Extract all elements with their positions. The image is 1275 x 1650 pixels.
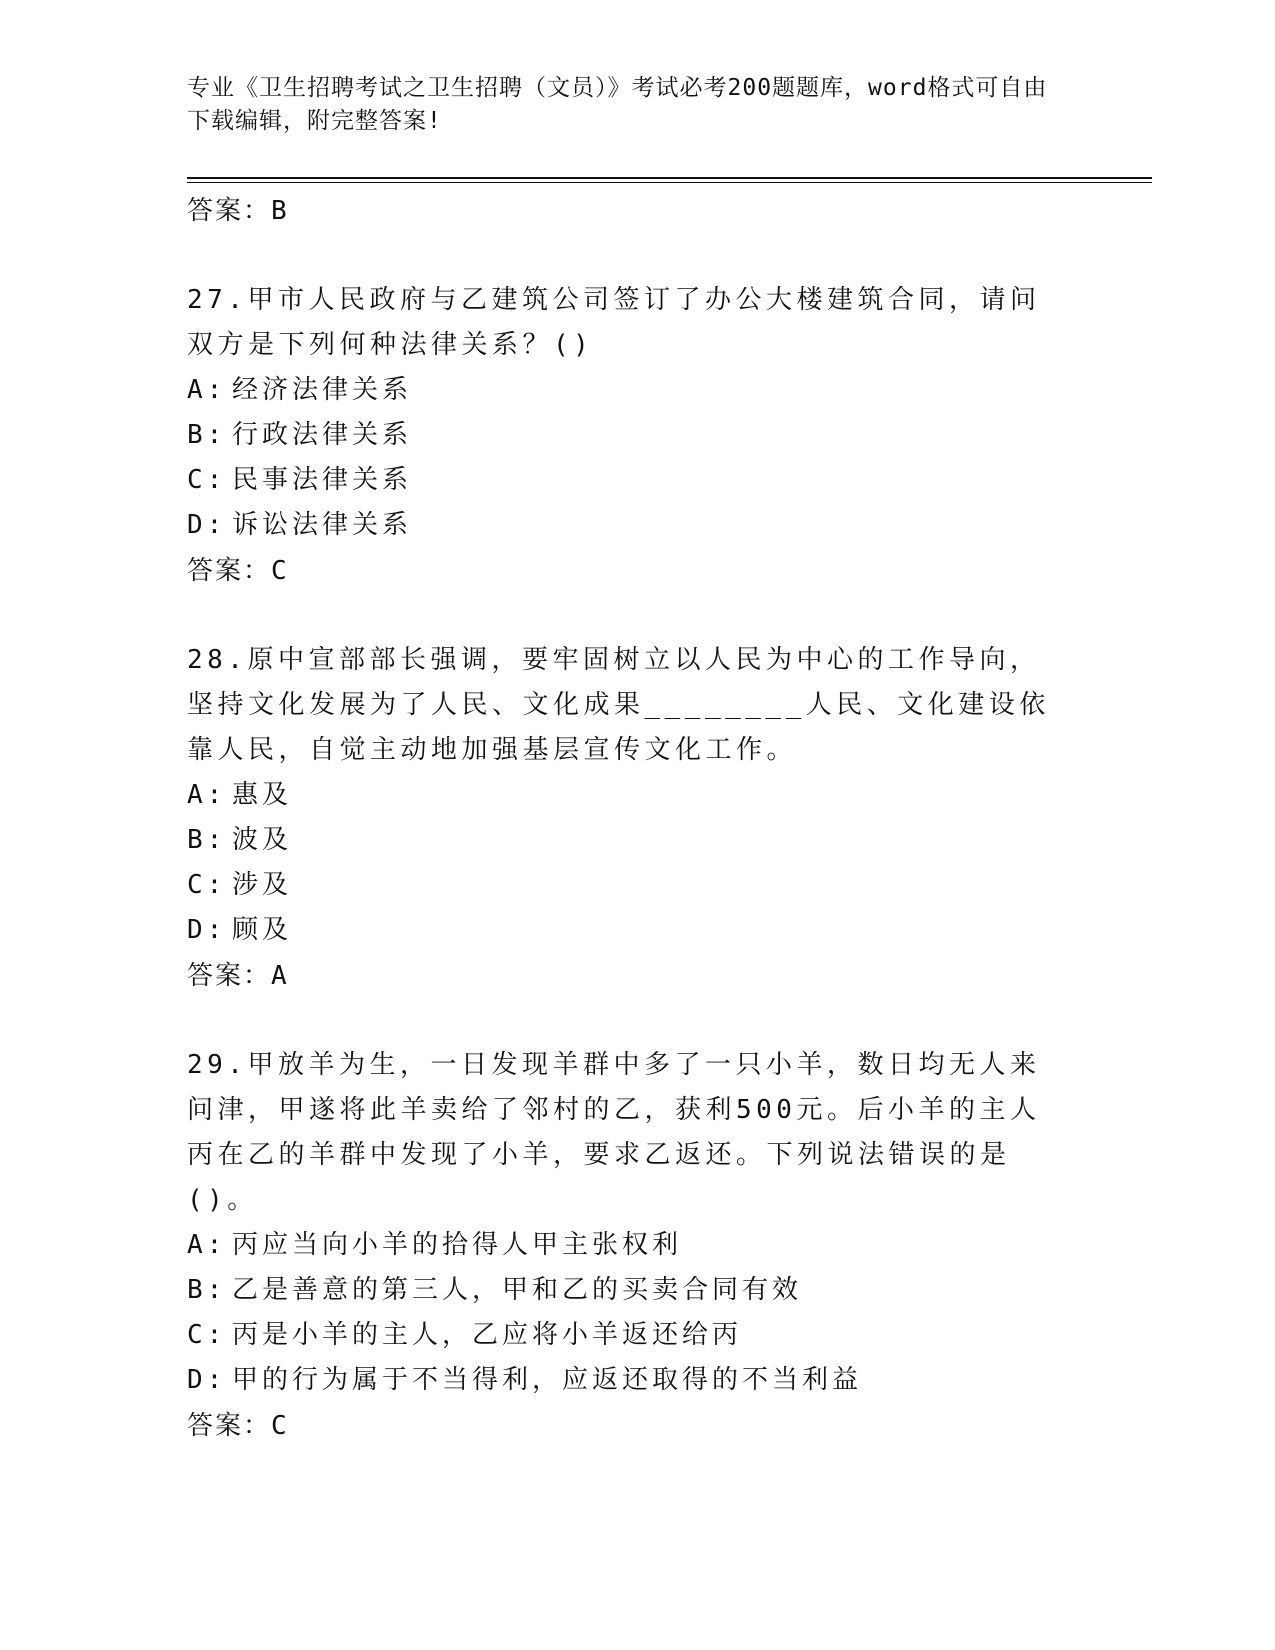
answer-label: 答案： — [187, 1411, 272, 1441]
option-d — [187, 1358, 1067, 1403]
answer-value: C — [271, 556, 288, 586]
option-text: 涉及 — [232, 870, 293, 900]
option-text: 乙是善意的第三人，甲和乙的买卖合同有效 — [232, 1275, 803, 1305]
question-text: 29.甲放羊为生，一日发现羊群中多了一只小羊，数日均无人来问津，甲遂将此羊卖给了邻村的乙，获利500元。后小羊的主人丙在乙的羊群中发现了小羊，要求乙返还。下列说法错误的是()。 — [187, 1050, 1041, 1215]
option-text: 经济法律关系 — [232, 375, 413, 405]
option-text: 惠及 — [232, 780, 293, 810]
answer-value: C — [271, 1411, 288, 1441]
option-key: D: — [187, 915, 227, 945]
question-27 — [187, 278, 1067, 594]
option-key: C: — [187, 465, 227, 495]
question-28 — [187, 638, 1067, 999]
option-text: 民事法律关系 — [232, 465, 413, 495]
option-b — [187, 1268, 1067, 1313]
option-text: 顾及 — [232, 915, 293, 945]
option-b — [187, 413, 1067, 458]
option-text: 甲的行为属于不当得利，应返还取得的不当利益 — [232, 1365, 863, 1395]
option-key: A: — [187, 375, 227, 405]
option-text: 丙是小羊的主人，乙应将小羊返还给丙 — [232, 1320, 743, 1350]
option-d — [187, 503, 1067, 548]
answer — [187, 548, 1067, 594]
option-key: D: — [187, 510, 227, 540]
option-a — [187, 773, 1067, 818]
previous-answer — [187, 188, 1067, 234]
option-key: B: — [187, 1275, 227, 1305]
answer-label: 答案： — [187, 196, 272, 226]
answer-value: A — [271, 961, 288, 991]
question-list — [187, 188, 1067, 1449]
option-b — [187, 818, 1067, 863]
option-key: D: — [187, 1365, 227, 1395]
option-key: B: — [187, 420, 227, 450]
answer — [187, 953, 1067, 999]
header-divider-thick — [187, 177, 1152, 179]
option-key: B: — [187, 825, 227, 855]
header-divider-thin — [187, 182, 1152, 183]
option-key: C: — [187, 1320, 227, 1350]
question-text: 27.甲市人民政府与乙建筑公司签订了办公大楼建筑合同，请问双方是下列何种法律关系？() — [187, 285, 1041, 360]
option-a — [187, 368, 1067, 413]
option-c — [187, 863, 1067, 908]
question-text: 28.原中宣部部长强调，要牢固树立以人民为中心的工作导向，坚持文化发展为了人民、文化成果________人民、文化建设依靠人民，自觉主动地加强基层宣传文化工作。 — [187, 645, 1050, 765]
option-key: A: — [187, 1230, 227, 1260]
option-c — [187, 1313, 1067, 1358]
option-key: A: — [187, 780, 227, 810]
document-header: 专业《卫生招聘考试之卫生招聘（文员）》考试必考200题题库，word格式可自由下载编辑，附完整答案! — [187, 75, 1048, 134]
answer-label: 答案： — [187, 961, 272, 991]
option-text: 诉讼法律关系 — [232, 510, 413, 540]
question-29 — [187, 1043, 1067, 1449]
answer-label: 答案： — [187, 556, 272, 586]
option-key: C: — [187, 870, 227, 900]
answer — [187, 1403, 1067, 1449]
option-d — [187, 908, 1067, 953]
option-text: 波及 — [232, 825, 293, 855]
option-a — [187, 1223, 1067, 1268]
option-c — [187, 458, 1067, 503]
option-text: 丙应当向小羊的拾得人甲主张权利 — [232, 1230, 683, 1260]
option-text: 行政法律关系 — [232, 420, 413, 450]
answer-value: B — [271, 196, 288, 226]
